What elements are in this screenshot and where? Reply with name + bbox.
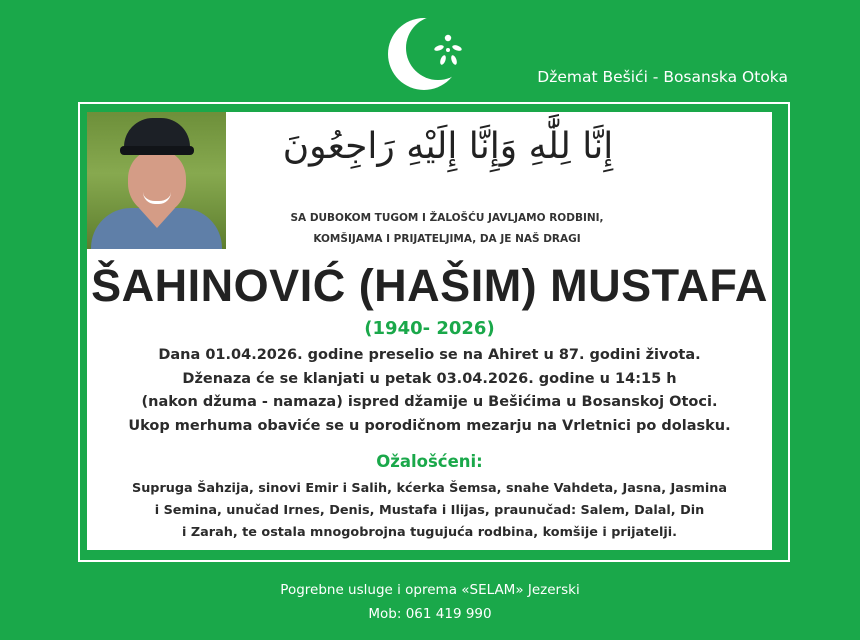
organization-name: Džemat Bešići - Bosanska Otoka (537, 68, 788, 86)
arabic-calligraphy: إِنَّا لِلَّٰهِ وَإِنَّا إِلَيْهِ رَاجِعُونَ (282, 126, 614, 167)
deceased-name: ŠAHINOVIĆ (HAŠIM) MUSTAFA (91, 260, 768, 311)
phone-number: Mob: 061 419 990 (368, 606, 492, 622)
announcement-line: Ukop merhuma obaviće se u porodičnom mezarju na Vrletnici po dolasku. (128, 417, 731, 434)
life-years: (1940- 2026) (364, 318, 495, 339)
intro-line: KOMŠIJAMA I PRIJATELJIMA, DA JE NAŠ DRAGI (313, 233, 581, 245)
funeral-services-text: Pogrebne usluge i oprema «SELAM» Jezerski (280, 582, 580, 598)
mourners-line: i Semina, unučad Irnes, Denis, Mustafa i Ilijas, praunučad: Salem, Dalal, Din (154, 503, 705, 518)
mourners-line: Supruga Šahzija, sinovi Emir i Salih, kćerka Šemsa, snahe Vahdeta, Jasna, Jasmina (131, 481, 727, 496)
announcement-line: Dana 01.04.2026. godine preselio se na Ahiret u 87. godini života. (158, 347, 701, 363)
mourners-heading: Ožalošćeni: (376, 452, 483, 471)
intro-line: SA DUBOKOM TUGOM I ŽALOŠĆU JAVLJAMO RODBINI, (290, 212, 604, 224)
intro-text (237, 208, 657, 250)
mourners-line: i Zarah, te ostala mnogobrojna tugujuća rodbina, komšije i prijatelji. (182, 525, 677, 540)
crescent-star-logo (386, 14, 476, 94)
deceased-photo (87, 112, 226, 249)
announcement-text (87, 344, 772, 438)
announcement-line: Dženaza će se klanjati u petak 03.04.2026. godine u 14:15 h (182, 370, 677, 387)
obituary-card (87, 112, 772, 550)
mourners-list (87, 478, 772, 544)
footer (0, 578, 860, 626)
announcement-line: (nakon džuma - namaza) ispred džamije u Bešićima u Bosanskoj Otoci. (141, 394, 718, 410)
